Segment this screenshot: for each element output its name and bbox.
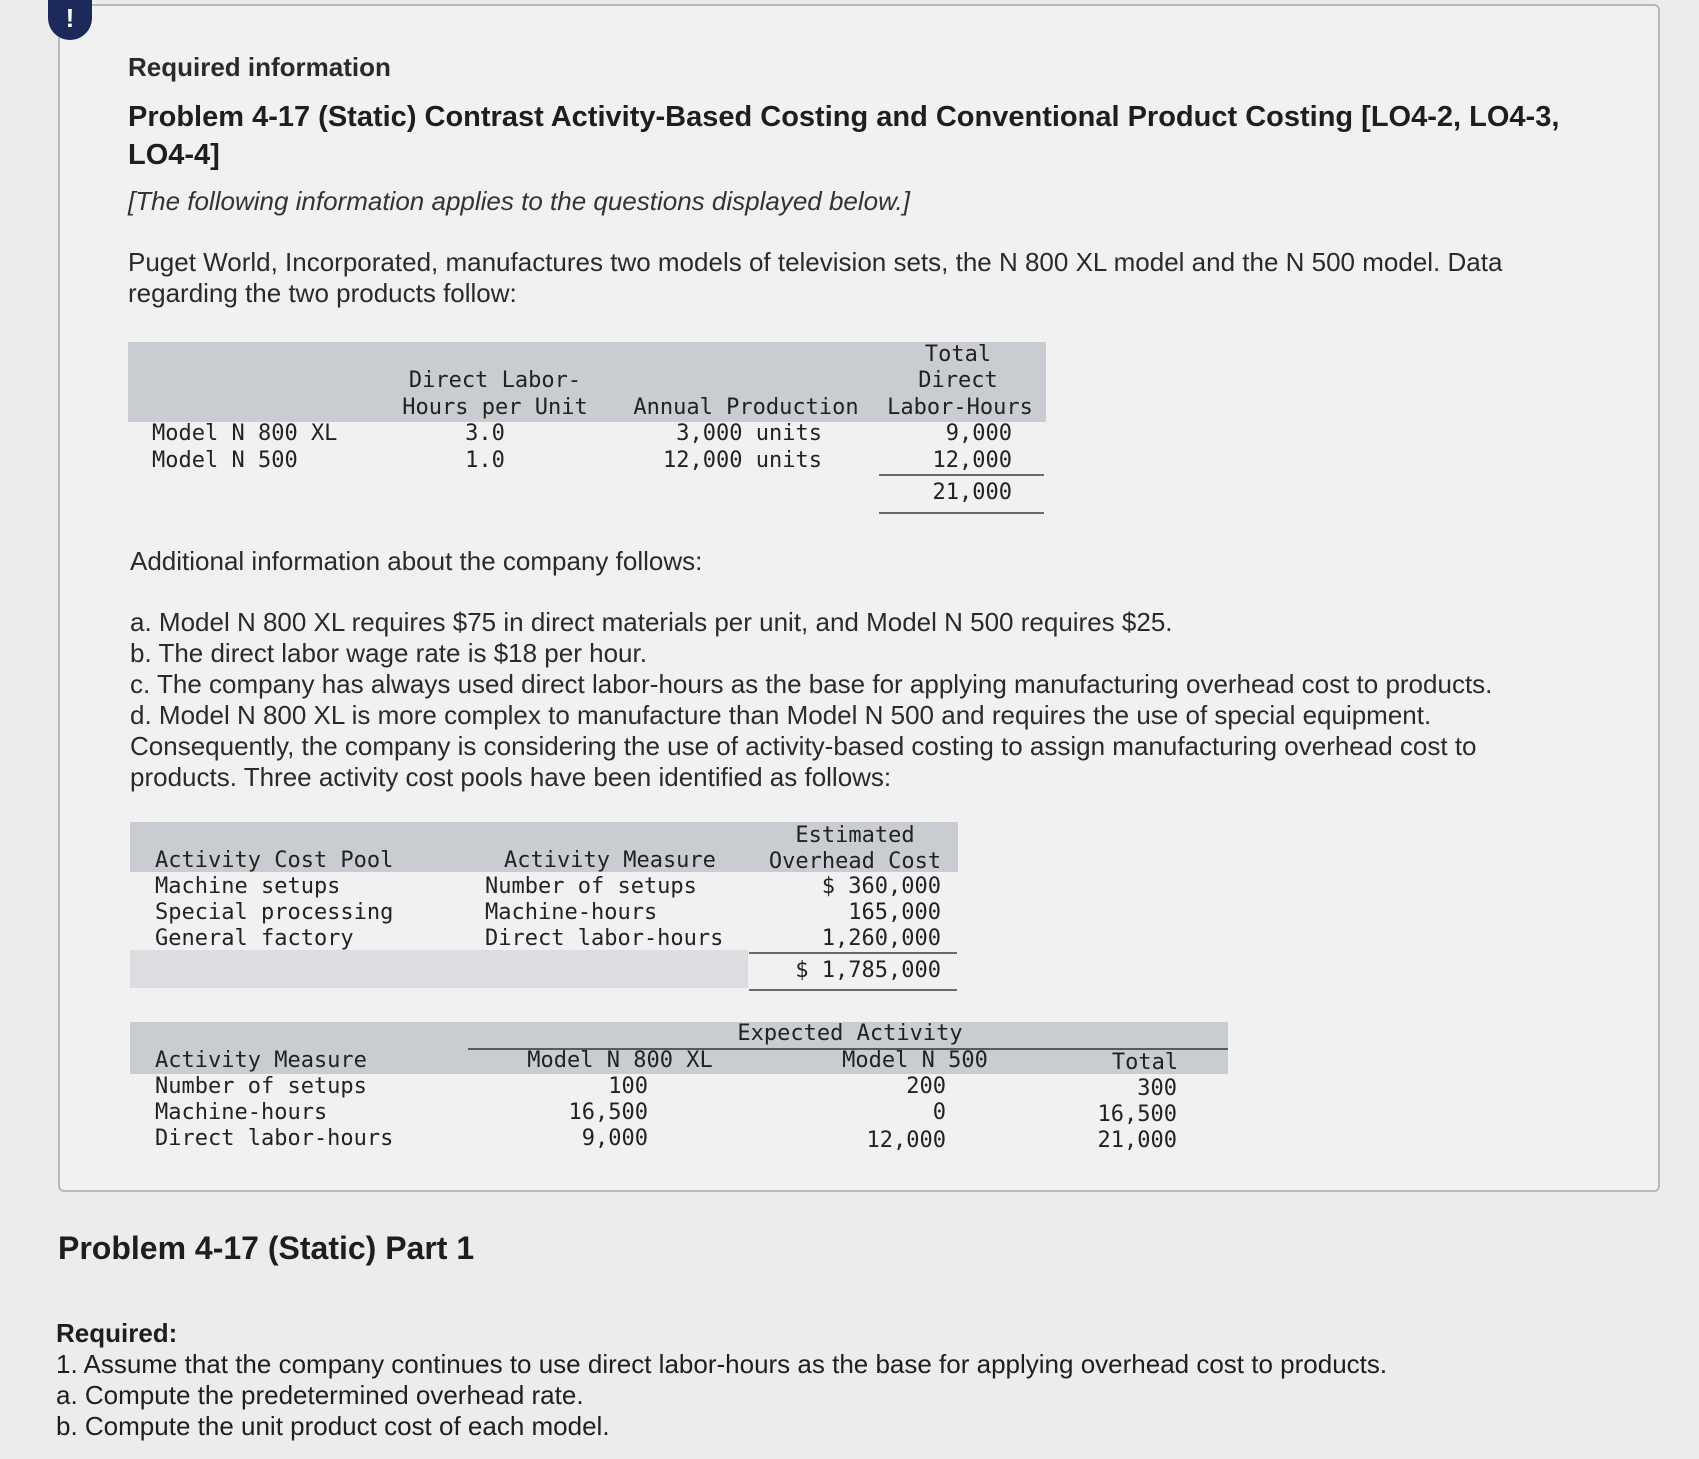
required-line-a: a. Compute the predetermined overhead rate.: [56, 1380, 584, 1410]
product-row-2-hours: 1.0: [465, 448, 505, 473]
product-row-1-model: Model N 800 XL: [152, 421, 338, 446]
activity-row-2-measure: Machine-hours: [155, 1100, 328, 1125]
alert-icon: !: [48, 0, 92, 40]
additional-info-item-d: d. Model N 800 XL is more complex to manufacture than Model N 500 and requires the use of special equipment.: [130, 700, 1432, 730]
cost-pools-total-band: [130, 950, 748, 988]
cost-header-1: Estimated: [795, 823, 915, 848]
activity-measure-header: Activity Measure: [155, 1048, 367, 1073]
products-subtotal-rule: [879, 474, 1044, 476]
col-production-header: Annual Production: [633, 395, 859, 420]
n500-header: Model N 500: [842, 1048, 988, 1073]
col-total-header-3: Labor-Hours: [887, 395, 1033, 420]
activity-row-1-n800: 100: [608, 1074, 648, 1099]
products-total: 21,000: [932, 480, 1012, 505]
required-label: Required:: [56, 1318, 178, 1348]
product-row-2-model: Model N 500: [152, 448, 298, 473]
required-line-1: 1. Assume that the company continues to use direct labor-hours as the base for applying overhead cost to products.: [56, 1349, 1388, 1379]
pool-row-3-measure: Direct labor-hours: [485, 926, 724, 951]
n800-header: Model N 800 XL: [527, 1048, 713, 1073]
pool-header: Activity Cost Pool: [155, 848, 394, 873]
col-dlh-header-1: Direct Labor-: [408, 368, 582, 393]
additional-info-item-d-cont1: Consequently, the company is considering the use of activity-based costing to assign manufacturing overhead cost to: [130, 731, 1477, 761]
additional-info-item-b: b. The direct labor wage rate is $18 per hour.: [130, 638, 647, 668]
pool-row-2-measure: Machine-hours: [485, 900, 658, 925]
additional-info-item-c: c. The company has always used direct labor-hours as the base for applying manufacturing overhead cost to products.: [130, 669, 1493, 699]
activity-row-2-n800: 16,500: [568, 1100, 648, 1125]
activity-row-3-total: 21,000: [1097, 1128, 1177, 1153]
required-block: [56, 1318, 1387, 1442]
product-row-2-production: 12,000 units: [663, 448, 822, 473]
activity-row-2-n500: 0: [932, 1100, 946, 1125]
product-row-1-hours: 3.0: [465, 421, 505, 446]
activity-row-1-total: 300: [1137, 1076, 1177, 1101]
product-row-2-total: 12,000: [932, 448, 1012, 473]
pool-row-2-pool: Special processing: [155, 900, 394, 925]
pool-row-1-measure: Number of setups: [485, 874, 697, 899]
cost-pools-total-rule: [749, 989, 957, 991]
cost-pools-total: $ 1,785,000: [795, 958, 941, 983]
col-total-header-2: Direct: [918, 368, 998, 393]
additional-info-item-a: a. Model N 800 XL requires $75 in direct materials per unit, and Model N 500 requires $25.: [130, 607, 1173, 637]
product-row-1-total: 9,000: [945, 421, 1012, 446]
intro-paragraph: Puget World, Incorporated, manufactures two models of television sets, the N 800 XL model and the N 500 model. Data regarding the two products follow:: [128, 247, 1503, 308]
expected-activity-header: Expected Activity: [737, 1021, 963, 1046]
intro-note: [The following information applies to the questions displayed below.]: [128, 186, 910, 216]
required-information-panel: [58, 4, 1660, 1192]
total-header: Total: [1111, 1050, 1179, 1075]
additional-info-item-d-cont2: products. Three activity cost pools have been identified as follows:: [130, 762, 892, 792]
col-total-header-1: Total: [924, 342, 992, 367]
cost-header-2: Overhead Cost: [768, 849, 942, 874]
activity-row-3-measure: Direct labor-hours: [155, 1126, 394, 1151]
pool-row-1-pool: Machine setups: [155, 874, 341, 899]
pool-row-2-cost: 165,000: [848, 900, 941, 925]
activity-row-3-n500: 12,000: [866, 1128, 946, 1153]
product-row-1-production: 3,000 units: [676, 421, 822, 446]
pool-row-3-pool: General factory: [155, 926, 354, 951]
pool-row-3-cost: 1,260,000: [821, 926, 941, 951]
col-dlh-header-2: Hours per Unit: [402, 395, 588, 420]
products-total-rule: [879, 512, 1044, 514]
activity-row-3-n800: 9,000: [581, 1126, 648, 1151]
activity-row-1-measure: Number of setups: [155, 1074, 367, 1099]
required-information-heading: Required information: [128, 52, 391, 82]
pool-row-1-cost: $ 360,000: [821, 874, 941, 899]
activity-row-1-n500: 200: [906, 1074, 946, 1099]
required-line-b: b. Compute the unit product cost of each model.: [56, 1411, 610, 1441]
measure-header: Activity Measure: [504, 848, 716, 873]
additional-info-heading: Additional information about the company follows:: [130, 546, 703, 576]
part-title: Problem 4-17 (Static) Part 1: [58, 1230, 475, 1266]
problem-title: Problem 4-17 (Static) Contrast Activity-Based Costing and Conventional Product Costing [LO4-2, LO4-3, LO4-4]: [128, 101, 1560, 171]
additional-info-list: [130, 607, 1630, 793]
activity-row-2-total: 16,500: [1097, 1102, 1177, 1127]
cost-pools-subtotal-rule: [749, 952, 957, 954]
